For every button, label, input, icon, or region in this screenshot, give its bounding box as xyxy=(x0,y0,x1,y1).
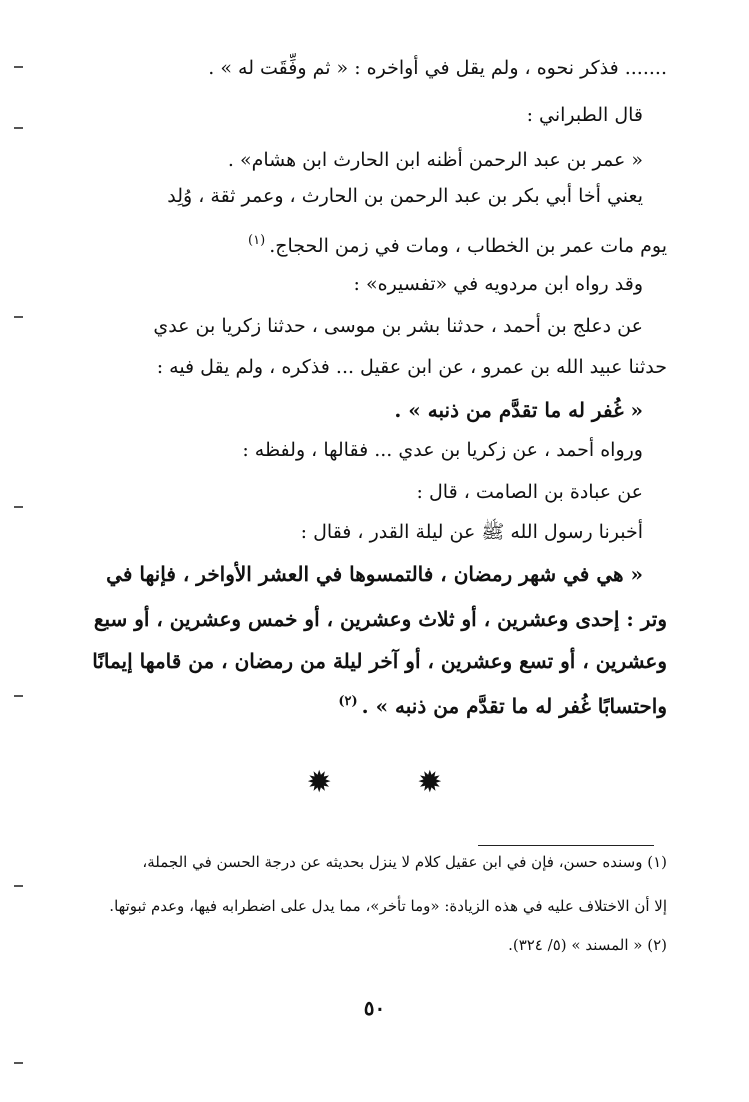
page-number: ٥٠ xyxy=(363,996,386,1020)
text-line-6: وقد رواه ابن مردويه في «تفسيره» : xyxy=(353,273,643,295)
text-line-16 xyxy=(82,688,667,720)
text-line-14: وتر : إحدى وعشرين ، أو ثلاث وعشرين ، أو خمس وعشرين ، أو سبع xyxy=(93,607,667,631)
text-line-5 xyxy=(82,227,667,260)
section-separator: ✹ ✹ xyxy=(306,765,481,800)
margin-mark xyxy=(14,885,23,887)
text-line-3: « عمر بن عبد الرحمن أظنه ابن الحارث ابن هشام» . xyxy=(227,149,643,171)
text-line-11: عن عبادة بن الصامت ، قال : xyxy=(416,481,643,503)
text-line-1: ....... فذكر نحوه ، ولم يقل في أواخره : « ثم وفِّقَت له » . xyxy=(208,57,667,79)
text-line-8: حدثنا عبيد الله بن عمرو ، عن ابن عقيل ... فذكره ، ولم يقل فيه : xyxy=(156,356,667,378)
text-line-7: عن دعلج بن أحمد ، حدثنا بشر بن موسى ، حدثنا زكريا بن عدي xyxy=(153,315,643,337)
footnote-1-line-2: إلا أن الاختلاف عليه في هذه الزيادة: «وما تأخر»، مما يدل على اضطرابه فيها، وعدم ثبوتها. xyxy=(109,897,667,915)
footnote-ref-1: (١) xyxy=(248,233,266,248)
margin-mark xyxy=(14,695,23,697)
footnote-2: (٢) « المسند » (٥/ ٣٢٤). xyxy=(508,936,667,954)
text-line-16-body: واحتسابًا غُفر له ما تقدَّم من ذنبه » . xyxy=(361,694,667,718)
text-line-4: يعني أخا أبي بكر بن عبد الرحمن بن الحارث ، وعمر ثقة ، وُلِد xyxy=(167,185,643,207)
text-line-5-body: يوم مات عمر بن الخطاب ، ومات في زمن الحجاج. xyxy=(269,235,667,257)
margin-mark xyxy=(14,316,23,318)
margin-mark xyxy=(14,66,23,68)
footnote-ref-2: (٢) xyxy=(338,694,358,709)
text-line-9: « غُفر له ما تقدَّم من ذنبه » . xyxy=(394,398,643,422)
margin-mark xyxy=(14,1062,23,1064)
footnote-divider xyxy=(478,845,654,846)
footnote-1-line-1: (١) وسنده حسن، فإن في ابن عقيل كلام لا ينزل بحديثه عن درجة الحسن في الجملة، xyxy=(142,853,667,871)
margin-mark xyxy=(14,506,23,508)
text-line-15: وعشرين ، أو تسع وعشرين ، أو آخر ليلة من رمضان ، من قامها إيمانًا xyxy=(92,649,667,673)
text-line-10: ورواه أحمد ، عن زكريا بن عدي ... فقالها ، ولفظه : xyxy=(242,439,643,461)
text-line-2: قال الطبراني : xyxy=(526,104,643,126)
text-line-13: « هي في شهر رمضان ، فالتمسوها في العشر الأواخر ، فإنها في xyxy=(106,562,643,586)
margin-mark xyxy=(14,127,23,129)
text-line-12: أخبرنا رسول الله ﷺ عن ليلة القدر ، فقال : xyxy=(300,521,643,543)
